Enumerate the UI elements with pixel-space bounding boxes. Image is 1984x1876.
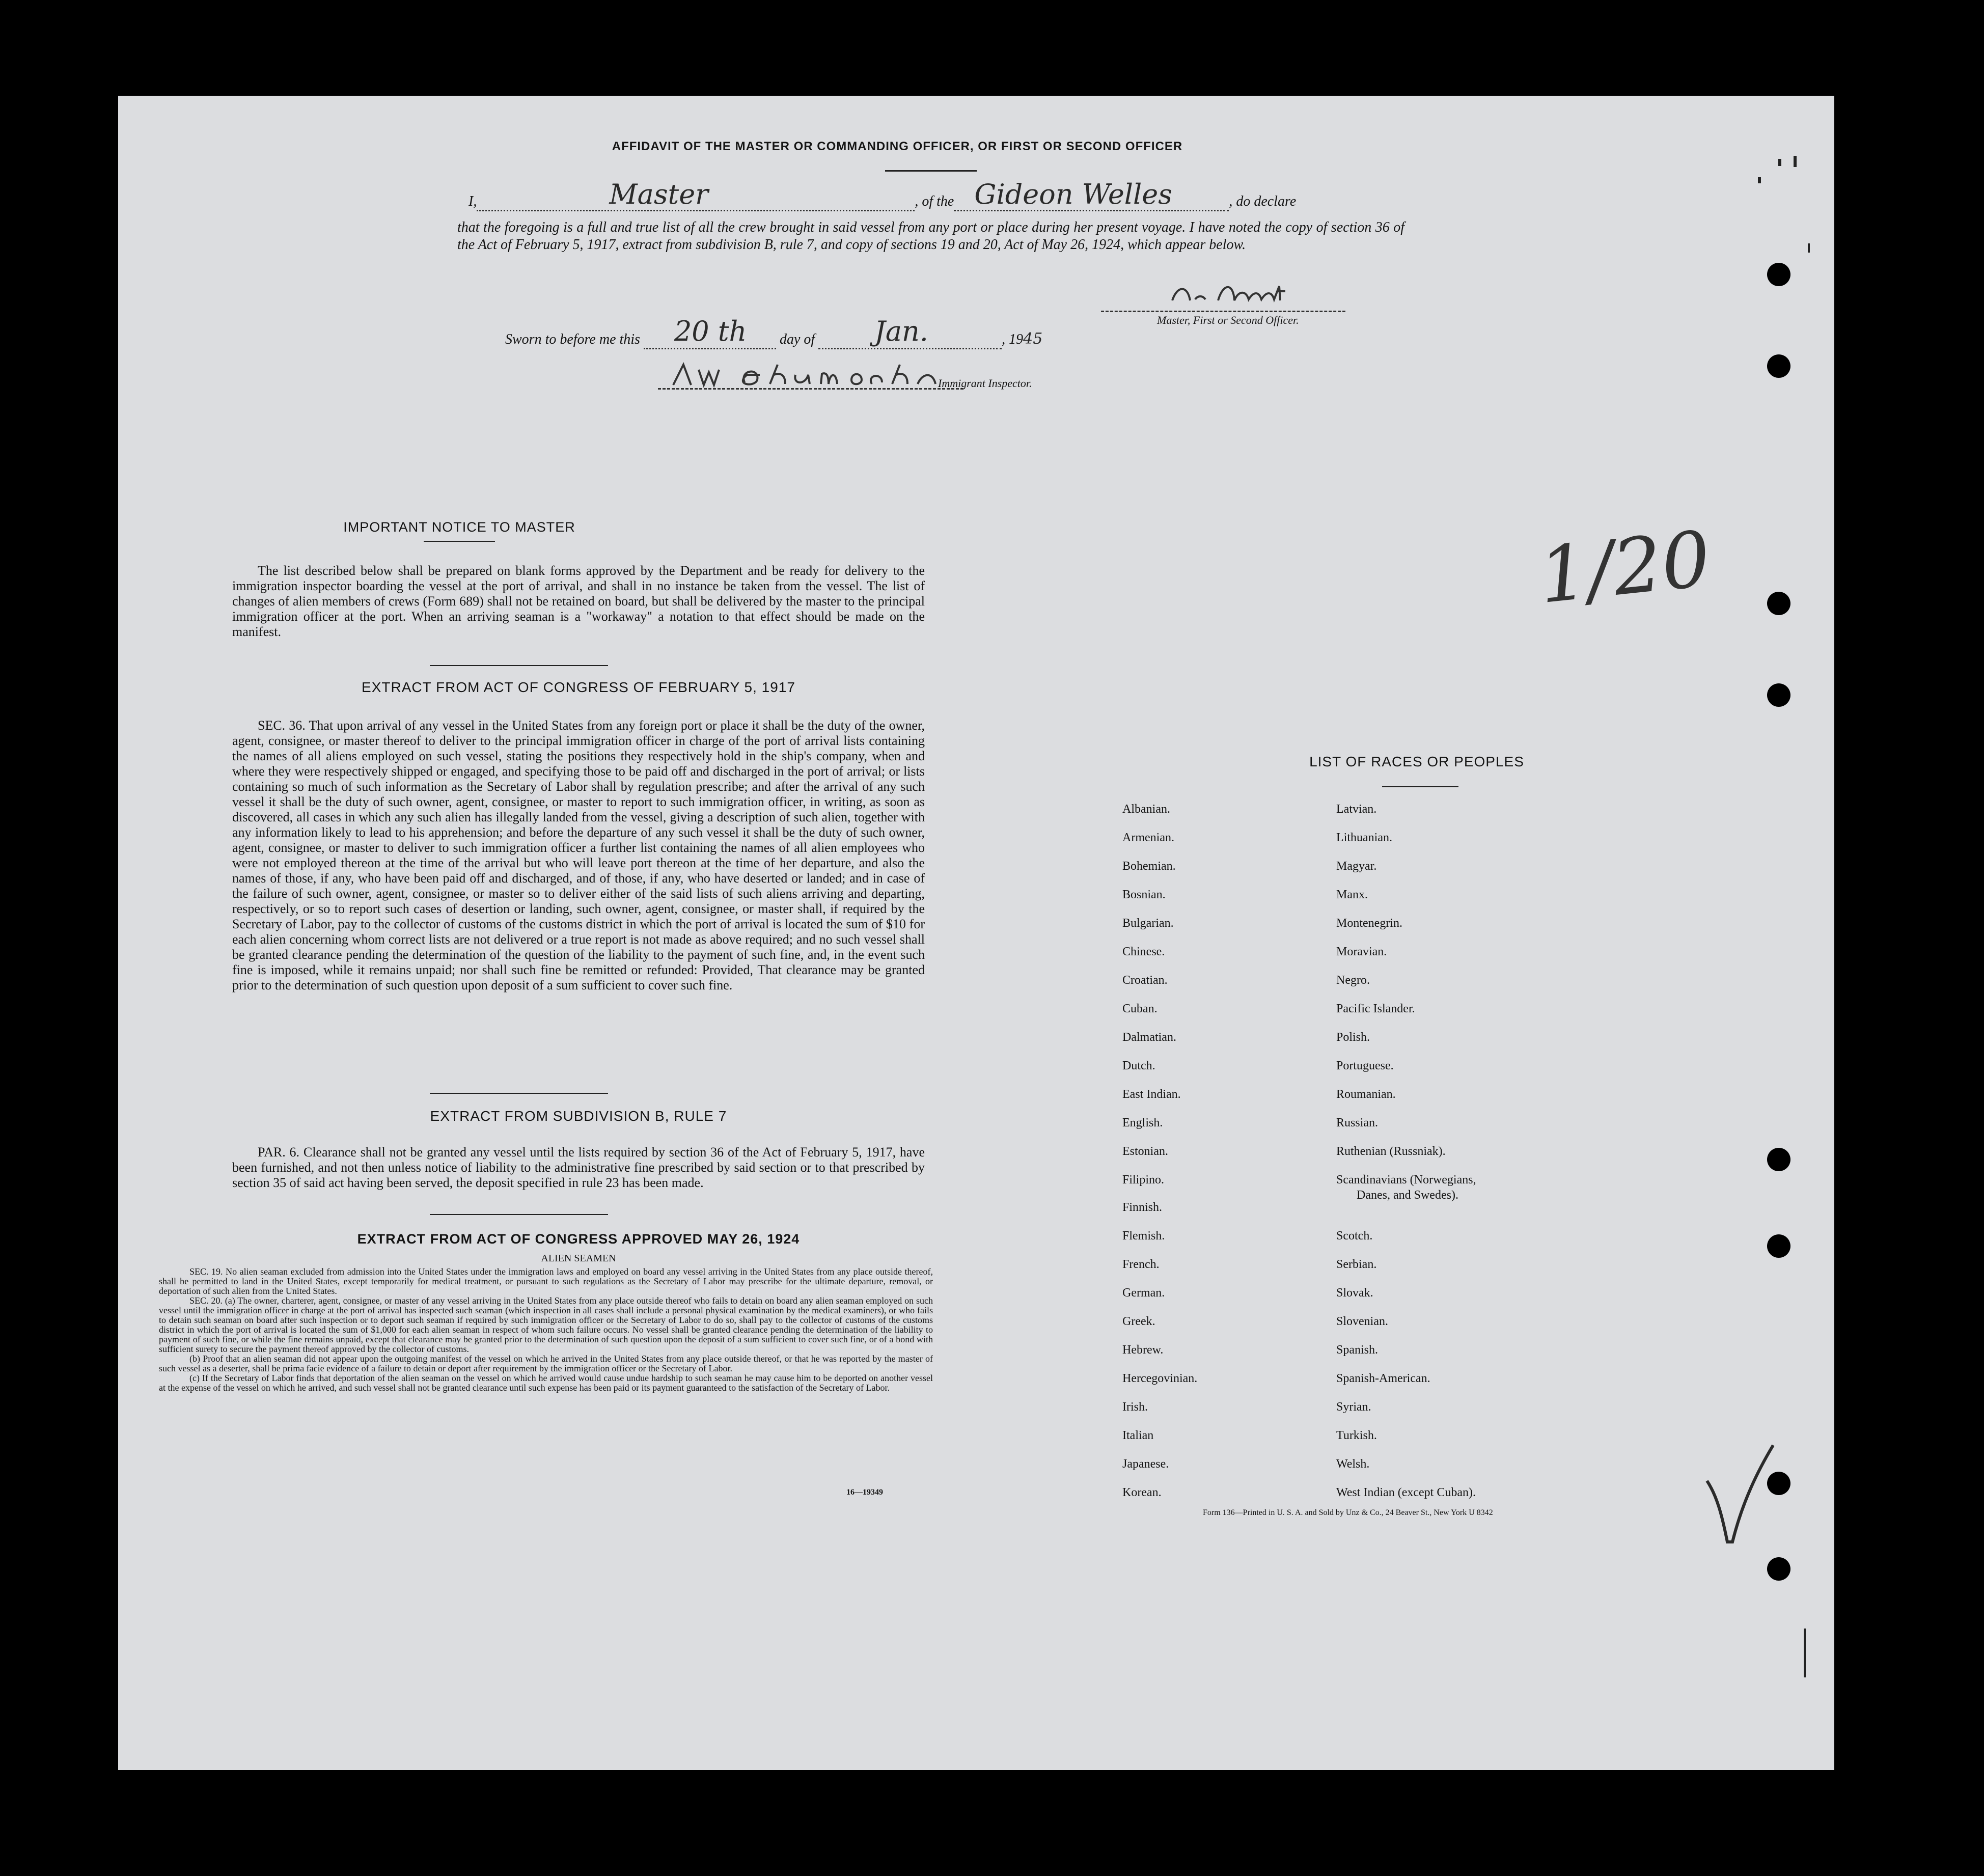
subdivision-b-title: EXTRACT FROM SUBDIVISION B, RULE 7 [430, 1108, 727, 1124]
binder-hole [1767, 1557, 1790, 1581]
race-item: Estonian. [1122, 1145, 1168, 1158]
subdivision-b-divider [430, 1214, 608, 1215]
inspector-signature [658, 370, 963, 390]
race-item: Danes, and Swedes). [1357, 1189, 1458, 1202]
binder-hole [1767, 354, 1790, 378]
affidavit-title: AFFIDAVIT OF THE MASTER OR COMMANDING OFFICER, OR FIRST OR SECOND OFFICER [612, 140, 1183, 153]
race-item: Armenian. [1122, 831, 1174, 844]
race-item: Turkish. [1336, 1429, 1377, 1442]
race-item: German. [1122, 1286, 1165, 1300]
sec-20a: SEC. 20. (a) The owner, charterer, agent, consignee, or master of any vessel arriving in the United States from any place outside thereof who fails to detain on board any alien seaman employed on such vessel until the immigration officer in charge at the port of arrival has inspected such seaman (which inspection in all cases shall include a personal physical examination by the medical examiners), or who fails to detain such seaman on board after such inspection or to deport such seaman if required by such immigration officer or the Secretary of Labor to do so, shall pay to the collector of customs of the customs district in which the port of arrival is located the sum of $1,000 for each alien seaman in respect of whom such failure occurs. No vessel shall be granted clearance pending the determination of the liability to payment of such fine, or while the fine remains unpaid, except that clearance may be granted prior to the determination of such question upon the deposit of a sum sufficient to cover such fine, or of a bond with sufficient surety to secure the payment thereof approved by the collector of customs. [159, 1295, 933, 1354]
race-item: Magyar. [1336, 860, 1377, 873]
binder-hole [1767, 1148, 1790, 1171]
race-item: Pacific Islander. [1336, 1002, 1415, 1015]
edge-mark [1804, 1629, 1806, 1677]
race-item: Portuguese. [1336, 1059, 1394, 1072]
races-rule [1382, 786, 1458, 787]
sworn-prefix: Sworn to before me this [505, 332, 640, 347]
sec-19: SEC. 19. No alien seaman excluded from admission into the United States under the immigration laws and employed on board any vessel arriving in the United States from any place outside thereof, shall be permitted to land in the United States, except temporarily for medical treatment, or pursuant to such regulations as the Secretary of Labor may prescribe for the ultimate departure, removal, or deportation of such alien from the United States. [159, 1266, 933, 1296]
extract-1917-title: EXTRACT FROM ACT OF CONGRESS OF FEBRUARY 5, 1917 [362, 679, 795, 695]
race-item: Ruthenian (Russniak). [1336, 1145, 1446, 1158]
race-item: Korean. [1122, 1486, 1162, 1499]
race-item: Albanian. [1122, 803, 1170, 816]
sworn-day: 20 th [674, 315, 747, 347]
affidavit-i: I, [469, 194, 477, 209]
race-item: Bosnian. [1122, 888, 1166, 901]
notice-rule [424, 541, 495, 542]
edge-mark [1758, 177, 1761, 183]
races-left-column [1122, 803, 1197, 1514]
sec-20c: (c) If the Secretary of Labor finds that deportation of the alien seaman on the vessel on which he arrived would cause undue hardship to such seaman he may cause him to be deported on another vessel at the expense of the vessel on which he arrived, and such vessel shall not be granted clearance until such expense has been paid or its payment guaranteed to the satisfaction of the Secretary of Labor. [159, 1373, 933, 1393]
race-item: Dutch. [1122, 1059, 1155, 1072]
inspector-caption: Immigrant Inspector. [938, 377, 1032, 390]
notice-divider [430, 665, 608, 666]
sworn-year: 45 [1023, 330, 1043, 348]
edge-mark [1808, 243, 1810, 253]
binder-hole [1767, 1234, 1790, 1258]
race-item: Dalmatian. [1122, 1031, 1176, 1044]
race-item: Chinese. [1122, 945, 1165, 958]
signature-caption: Master, First or Second Officer. [1157, 314, 1299, 326]
inspector-signature-image [658, 360, 963, 390]
race-item: English. [1122, 1116, 1163, 1129]
race-item: Greek. [1122, 1315, 1155, 1328]
affidavit-body: that the foregoing is a full and true list of all the crew brought in said vessel from any port or place during her present voyage. I have noted the copy of section 36 of the Act of February 5, 1917, extract from subdivision B, rule 7, and copy of sections 19 and 20, Act of May 26, 1924, which appear below. [457, 219, 1404, 253]
handwritten-vessel: Gideon Welles [974, 178, 1172, 210]
extract-1917-text: SEC. 36. That upon arrival of any vessel in the United States from any foreign port or place it shall be the duty of the owner, agent, consignee, or master thereof to deliver to the principal immigration officer in charge of the port of arrival lists containing the names of all aliens employed on such vessel, stating the positions they respectively hold in the ship's company, when and where they were respectively shipped or engaged, and specifying those to be paid off and discharged in the port of arrival; or lists containing so much of such information as the Secretary of Labor shall by regulation prescribe; and after the arrival of any such vessel it shall be the duty of such owner, agent, consignee, or master to report to such immigration officer, in writing, as soon as discovered, all cases in which any such alien has illegally landed from the vessel, giving a description of such alien, together with any information likely to lead to his apprehension; and before the departure of any such vessel it shall be the duty of such owner, agent, consignee, or master to deliver to such immigration officer a further list containing the names of all alien employees who were not employed thereon at the time of the arrival but who will leave port thereon at the time of her departure, and also the names of those, if any, who have been paid off and discharged, and of those, if any, who have deserted or landed; and in case of the failure of such owner, agent, consignee, or master so to deliver either of the said lists of such aliens arriving and departing, respectively, or so to report such cases of desertion or landing, such owner, agent, consignee, or master shall, if required by the Secretary of Labor, pay to the collector of customs of the customs district in which the port of arrival is located the sum of $10 for each alien concerning whom correct lists are not delivered or a true report is not made as above required; and no such vessel shall be granted clearance pending the determination of the question of the liability to the payment of such fine, and, in the event such fine is imposed, while it remains unpaid; nor shall such fine be remitted or refunded: Provided, That clearance may be granted prior to the determination of such question upon deposit of a sum sufficient to cover such fine. [232, 718, 925, 992]
extract-1917-divider [430, 1093, 608, 1094]
race-item: Hercegovinian. [1122, 1372, 1198, 1385]
race-item: Russian. [1336, 1116, 1379, 1129]
race-item: Serbian. [1336, 1258, 1377, 1271]
race-item: Spanish-American. [1336, 1372, 1430, 1385]
binder-hole [1767, 1472, 1790, 1495]
race-item: Cuban. [1122, 1002, 1158, 1015]
race-item: Italian [1122, 1429, 1154, 1442]
handwritten-note: 1/20 [1534, 514, 1715, 621]
check-mark-icon [1697, 1440, 1778, 1562]
race-item: Polish. [1336, 1031, 1370, 1044]
sworn-year-prefix: , 19 [1002, 332, 1024, 347]
race-item: Moravian. [1336, 945, 1387, 958]
notice-text: The list described below shall be prepared on blank forms approved by the Department and be ready for delivery to the immigration inspector boarding the vessel at the port of arrival, and shall in no instance be taken from the vessel. The list of changes of alien members of crews (Form 689) shall not be retained on board, but shall be delivered by the master to the principal immigration officer at the port. When an arriving seaman is a "workaway" a notation to that effect should be made on the manifest. [232, 563, 925, 639]
race-item: Bulgarian. [1122, 917, 1174, 930]
subdivision-b-text: PAR. 6. Clearance shall not be granted any vessel until the lists required by section 36 of the Act of February 5, 1917, have been furnished, and not then unless notice of liability to the administrative fine prescribed by said section or to that prescribed by section 35 of said act having been served, the deposit specified in rule 23 has been made. [232, 1145, 925, 1190]
form-footer: Form 136—Printed in U. S. A. and Sold by Unz & Co., 24 Beaver St., New York U 8342 [1203, 1508, 1493, 1517]
signature-image [1101, 280, 1345, 311]
race-item: Lithuanian. [1336, 831, 1392, 844]
document-page [118, 96, 1834, 1770]
affidavit-declare: , do declare [1229, 194, 1297, 209]
sec-20b: (b) Proof that an alien seaman did not appear upon the outgoing manifest of the vessel on which he arrived in the United States from any place outside thereof, or that he was reported by the master of such vessel as a deserter, shall be prima facie evidence of a failure to detain or deport after requirement by the immigration officer or the Secretary of Labor. [159, 1354, 933, 1373]
sworn-line [505, 315, 1043, 349]
race-item: Croatian. [1122, 974, 1168, 987]
edge-mark [1778, 159, 1781, 166]
affidavit-line1 [469, 178, 1533, 211]
binder-hole [1767, 592, 1790, 615]
race-item: East Indian. [1122, 1088, 1181, 1101]
race-item: Slovak. [1336, 1286, 1373, 1300]
race-item: Bohemian. [1122, 860, 1176, 873]
binder-hole [1767, 263, 1790, 286]
extract-1924-text [159, 1267, 933, 1393]
races-title: LIST OF RACES OR PEOPLES [1309, 754, 1524, 769]
title-rule [885, 170, 977, 172]
race-item: Welsh. [1336, 1457, 1370, 1471]
race-item: Slovenian. [1336, 1315, 1388, 1328]
race-item: French. [1122, 1258, 1160, 1271]
race-item: Latvian. [1336, 803, 1377, 816]
races-right-column [1336, 803, 1476, 1514]
extract-1924-title: EXTRACT FROM ACT OF CONGRESS APPROVED MAY 26, 1924 [357, 1231, 800, 1247]
binder-hole [1767, 683, 1790, 707]
handwritten-title: Master [609, 178, 708, 210]
race-item: Scotch. [1336, 1229, 1373, 1243]
form-code: 16—19349 [846, 1488, 883, 1497]
master-signature [1101, 288, 1345, 312]
extract-1924-subtitle: ALIEN SEAMEN [541, 1253, 616, 1264]
sworn-month: Jan. [874, 315, 928, 347]
race-item: Manx. [1336, 888, 1368, 901]
race-item: Negro. [1336, 974, 1370, 987]
race-item: Roumanian. [1336, 1088, 1396, 1101]
notice-title: IMPORTANT NOTICE TO MASTER [343, 519, 575, 535]
race-item: Spanish. [1336, 1343, 1379, 1357]
race-item: Hebrew. [1122, 1343, 1164, 1357]
race-item: Flemish. [1122, 1229, 1165, 1243]
race-item: Syrian. [1336, 1400, 1371, 1414]
affidavit-of-the: , of the [915, 194, 954, 209]
race-item: Irish. [1122, 1400, 1148, 1414]
sworn-mid: day of [779, 332, 815, 347]
race-item: Japanese. [1122, 1457, 1169, 1471]
race-item: Montenegrin. [1336, 917, 1402, 930]
race-item: Finnish. [1122, 1201, 1163, 1214]
edge-mark [1794, 156, 1797, 167]
race-item: Scandinavians (Norwegians, [1336, 1173, 1476, 1187]
race-item: Filipino. [1122, 1173, 1165, 1187]
race-item: West Indian (except Cuban). [1336, 1486, 1476, 1499]
